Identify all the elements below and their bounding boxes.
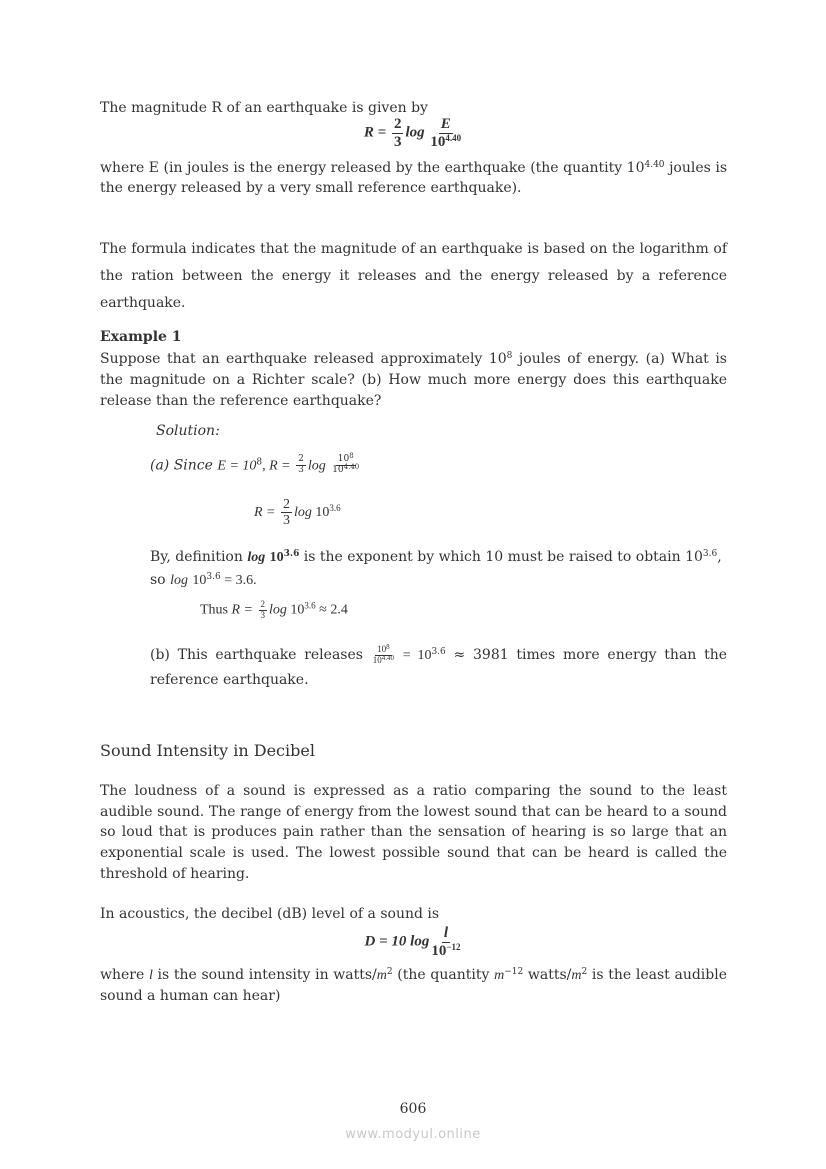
richter-formula: R = $\frac{2}{3}$ log $\frac{E}{10^{4.40}}$	[363, 116, 462, 150]
intro-where: where E (in joules is the energy released by the earthquake (the quantity $10^{4.40}$ joules is the energy released by a very small reference earthquake).	[100, 160, 728, 196]
decibel-where: where l is the sound intensity in watts/$m^2$ (the quantity $m^{-12}$ watts/$m^2$ is the least audible sound a human can hear)	[100, 967, 727, 1004]
intro-text: The magnitude R of an earthquake is given by	[100, 100, 428, 116]
solution-b: (b) This earthquake releases $\frac{10^8}{10^{4.40}}$ = $10^{3.6} \approx 3981$ times more energy than the reference earthquake.	[150, 642, 727, 688]
log-definition: By, definition $\log 10^{3.6}$ is the exponent by which 10 must be raised to obtain $10^{3.6}$, so $\log 10^{3.6} = 3.6$.	[150, 549, 722, 588]
example-title: Example 1	[100, 329, 182, 345]
example-question: Suppose that an earthquake released approximately $10^8$ joules of energy. (a) What is the magnitude on a Richter scale? (b) How much more energy does this earthquake release than the reference earthquake?	[100, 351, 727, 409]
solution-r-step: R = $\frac{2}{3}$ $\log 10^{3.6}$	[254, 497, 341, 529]
watermark: www.modyul.online	[345, 1127, 481, 1142]
page-number: 606	[399, 1101, 427, 1117]
section-heading: Sound Intensity in Decibel	[100, 741, 315, 760]
sound-paragraph: The loudness of a sound is expressed as a ratio comparing the sound to the least audible sound. The range of energy from the lowest sound that can be heard to a sound so loud that is produces pain rather than the sensation of hearing is so large that an exponential scale is used. The lowest possible sound that can be heard is called the threshold of hearing.	[100, 783, 727, 882]
solution-a: (a) Since $E = 10^8$, R = $\frac{2}{3}$ log $\frac{10^8}{10^{4.40}}$	[150, 452, 360, 475]
decibel-formula: D = 10 log $\frac{l}{10^{-12}}$	[364, 925, 461, 959]
formula-explanation: The formula indicates that the magnitude of an earthquake is based on the logarithm of the ration between the energy it releases and the energy released by a reference earthquake.	[100, 241, 727, 311]
thus-result: Thus R = $\frac{2}{3}$ $\log 10^{3.6} \approx 2.4$	[200, 599, 348, 620]
solution-label: Solution:	[156, 423, 220, 439]
decibel-intro: In acoustics, the decibel (dB) level of a sound is	[100, 906, 440, 922]
